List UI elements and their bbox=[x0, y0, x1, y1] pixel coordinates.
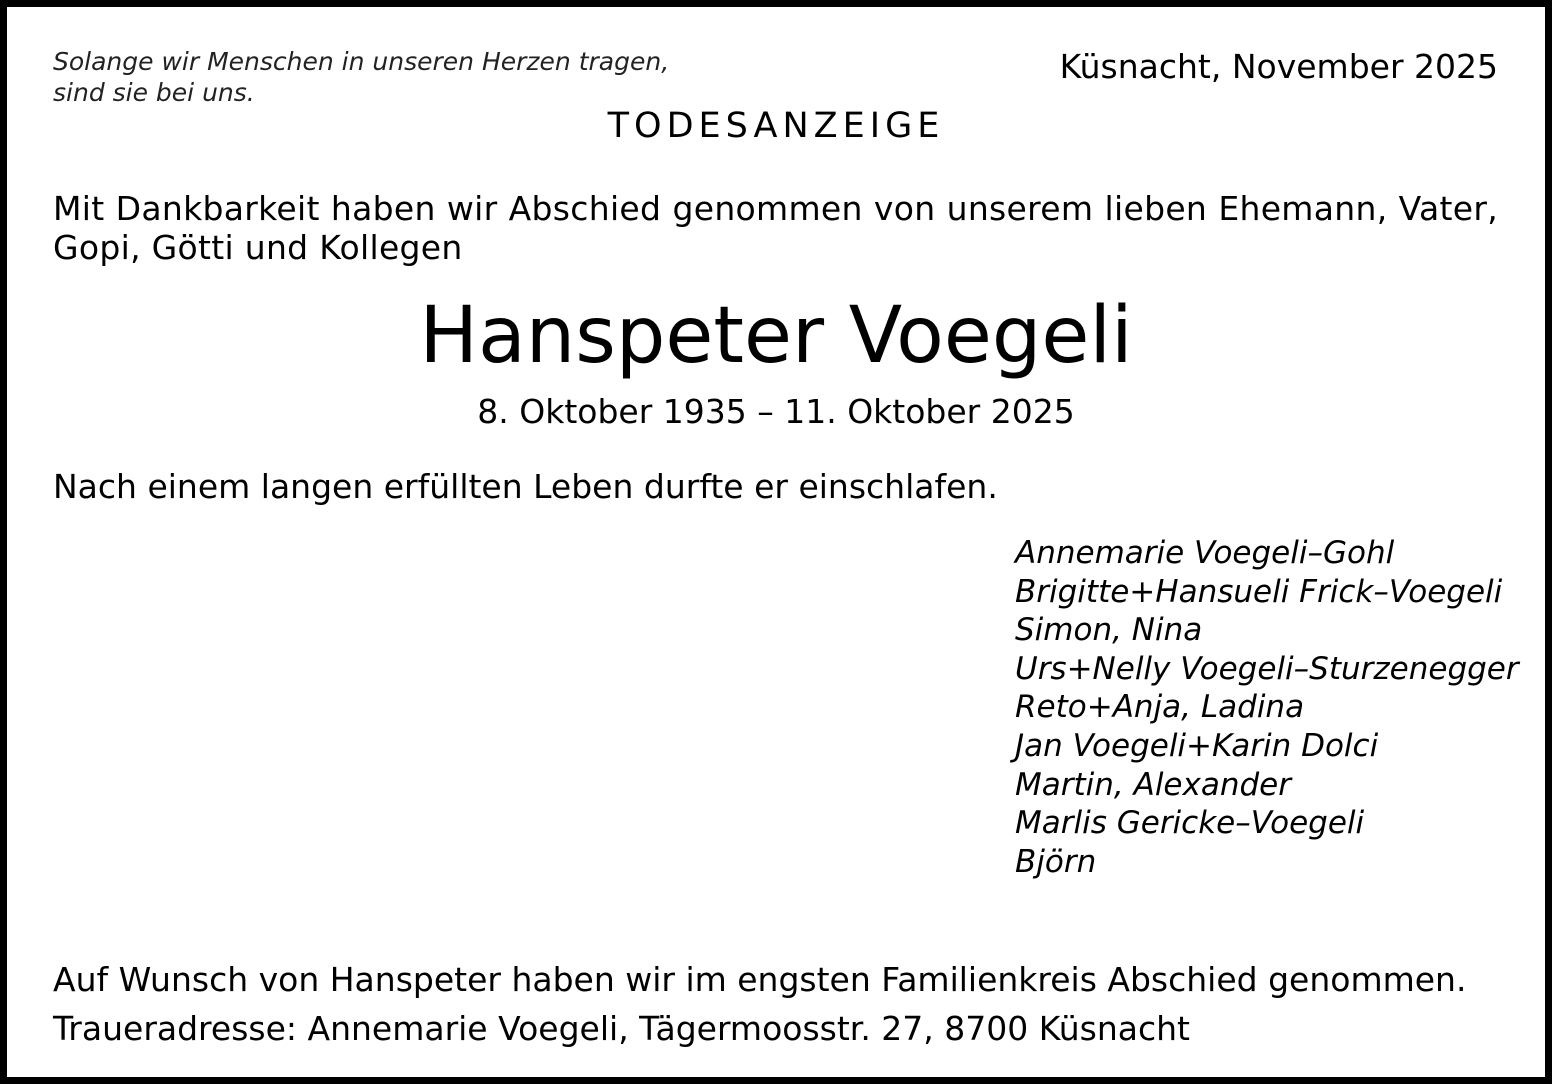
mourner-entry: Urs+Nelly Voegeli–Sturzenegger bbox=[1015, 650, 1519, 687]
mourner-entry: Jan Voegeli+Karin Dolci bbox=[1015, 727, 1379, 764]
motto-line-2: sind sie bei uns. bbox=[53, 78, 255, 107]
intro-text: Mit Dankbarkeit haben wir Abschied genommen von unserem lieben Ehemann, Vater, Gopi, Götti und Kollegen bbox=[53, 189, 1498, 267]
mourner-entry: Reto+Anja, Ladina bbox=[1015, 689, 1305, 726]
mourning-address: Traueradresse: Annemarie Voegeli, Tägermoosstr. 27, 8700 Küsnacht bbox=[53, 1009, 1190, 1048]
motto-quote bbox=[53, 46, 669, 108]
closing-text: Nach einem langen erfüllten Leben durfte er einschlafen. bbox=[53, 467, 998, 506]
place-date: Küsnacht, November 2025 bbox=[1059, 47, 1498, 86]
mourner-entry: Martin, Alexander bbox=[1015, 766, 1291, 803]
motto-line-1: Solange wir Menschen in unseren Herzen tragen, bbox=[53, 47, 670, 76]
farewell-note: Auf Wunsch von Hanspeter haben wir im engsten Familienkreis Abschied genommen. bbox=[53, 960, 1467, 999]
mourners-list bbox=[1015, 534, 1519, 881]
mourner-entry: Brigitte+Hansueli Frick–Voegeli bbox=[1015, 573, 1503, 610]
mourner-entry: Annemarie Voegeli–Gohl bbox=[1015, 535, 1395, 571]
deceased-name: Hanspeter Voegeli bbox=[419, 291, 1133, 381]
mourner-entry: Simon, Nina bbox=[1015, 612, 1203, 649]
mourner-entry: Björn bbox=[1015, 843, 1097, 880]
notice-heading: TODESANZEIGE bbox=[607, 106, 945, 146]
mourner-entry: Marlis Gericke–Voegeli bbox=[1015, 805, 1365, 842]
life-dates: 8. Oktober 1935 – 11. Oktober 2025 bbox=[477, 392, 1075, 431]
